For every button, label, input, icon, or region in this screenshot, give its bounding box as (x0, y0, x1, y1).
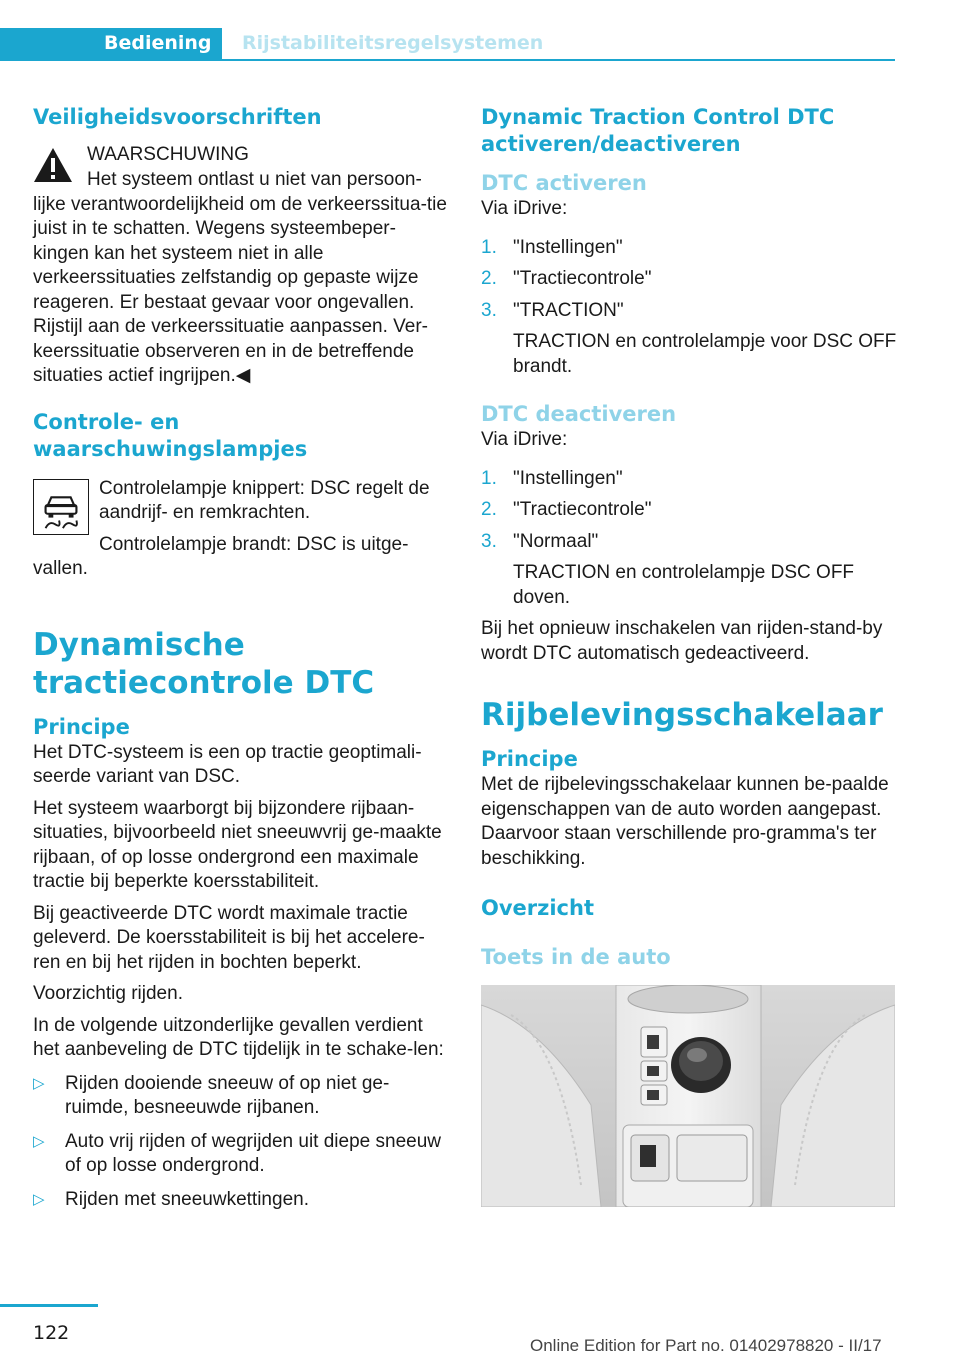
lamp-text-steady: Controlelampje brandt: DSC is uitge-vallen. (33, 533, 409, 579)
list-item: 3. "Normaal" (481, 530, 599, 552)
header-rule (0, 59, 895, 61)
switch-principle-heading: Principe (481, 747, 578, 771)
warning-triangle-icon (33, 147, 73, 183)
paragraph: Voorzichtig rijden. (33, 983, 183, 1004)
header-separator (222, 28, 226, 59)
list-item: 1. "Instellingen" (481, 236, 623, 258)
activate-via: Via iDrive: (481, 198, 568, 219)
standby-note: Bij het opnieuw inschakelen van rijden-stand-by wordt DTC automatisch gedeactiveerd. (481, 618, 883, 664)
header-topic: Rijstabiliteitsregelsystemen (242, 32, 544, 54)
warning-text: Het systeem ontlast u niet van persoon-lijke verantwoordelijkheid om de verkeerssitua-tie juist in te schatten. Wegens systeembeper-kingen kan het systeem niet in alle verkeerssituaties zelfstandig op gepaste wijze reageren. Er bestaat gevaar voor ongevallen. Rijstijl aan de verkeerssituatie aanpassen. Ver-keerssituatie observeren en in de betreffende situaties actief ingrijpen.◀ (33, 169, 447, 386)
list-item: 2. "Tractiecontrole" (481, 499, 652, 520)
list-item: ▷ Rijden met sneeuwkettingen. (33, 1188, 451, 1213)
activate-heading: DTC activeren (481, 171, 647, 195)
page-number-rule (0, 1304, 98, 1307)
lamps-heading: Controle- en waarschuwingslampjes (33, 409, 308, 461)
list-item: ▷ Rijden dooiende sneeuw of op niet ge-ruimde, besneeuwde rijbanen. (33, 1072, 390, 1118)
edition-footer: Online Edition for Part no. 01402978820 - II/17 (530, 1336, 882, 1355)
lamp-text-blinking: Controlelampje knippert: DSC regelt de aandrijf- en remkrachten. (99, 477, 430, 523)
list-item: ▷ Auto vrij rijden of wegrijden uit diepe sneeuw of op losse ondergrond. (33, 1130, 441, 1176)
dtc-toggle-heading: Dynamic Traction Control DTC activeren/deactiveren (481, 105, 835, 156)
deactivate-heading: DTC deactiveren (481, 402, 677, 426)
activate-result: TRACTION en controlelampje voor DSC OFF brandt. (513, 331, 897, 377)
principle-heading: Principe (33, 714, 130, 739)
bullet-list (33, 1072, 451, 1213)
dsc-warning-lamp-icon (33, 479, 89, 535)
overview-heading: Overzicht (481, 896, 594, 920)
paragraph: Het systeem waarborgt bij bijzondere rijbaan-situaties, bijvoorbeeld niet sneeuwvrij ge-maakte rijbaan, of op losse ondergrond een maximale tractie bij beperkte koersstabiliteit. (33, 797, 442, 892)
switch-principle-text: Met de rijbelevingsschakelaar kunnen be-paalde eigenschappen van de auto worden aangepast. Daarvoor staan verschillende pro-gramma's ter beschikking. (481, 774, 889, 869)
left-column (33, 96, 451, 1212)
safety-heading: Veiligheidsvoorschriften (33, 105, 322, 129)
list-item: 2. "Tractiecontrole" (481, 268, 652, 289)
paragraph: In de volgende uitzonderlijke gevallen verdient het aanbeveling de DTC tijdelijk in te schake-len: (33, 1014, 444, 1060)
warning-label: WAARSCHUWING (87, 144, 249, 165)
activate-steps (481, 236, 899, 324)
lamp-block (33, 477, 451, 582)
list-item: 1. "Instellingen" (481, 467, 623, 489)
page-number: 122 (33, 1322, 70, 1344)
triangle-bullet-icon: ▷ (33, 1190, 45, 1208)
header-section: Bediening (104, 32, 212, 54)
paragraph: Het DTC-systeem is een op tractie geoptimali-seerde variant van DSC. (33, 741, 422, 787)
center-console-photo (481, 985, 895, 1207)
deactivate-steps (481, 467, 899, 555)
list-item: 3. "TRACTION" (481, 299, 624, 321)
center-console-illustration (481, 985, 895, 1207)
switch-section-heading: Rijbelevingsschakelaar (481, 697, 883, 733)
right-column (481, 96, 899, 1207)
warning-block (33, 143, 451, 187)
dtc-section-heading: Dynamische tractiecontrole DTC (33, 626, 375, 701)
deactivate-result: TRACTION en controlelampje DSC OFF doven. (513, 562, 855, 608)
triangle-bullet-icon: ▷ (33, 1132, 45, 1150)
button-heading: Toets in de auto (481, 945, 671, 969)
deactivate-via: Via iDrive: (481, 429, 568, 450)
paragraph: Bij geactiveerde DTC wordt maximale tractie geleverd. De koersstabiliteit is bij het accelere-ren en bij het rijden in bochten beperkt. (33, 902, 425, 973)
triangle-bullet-icon: ▷ (33, 1074, 45, 1092)
